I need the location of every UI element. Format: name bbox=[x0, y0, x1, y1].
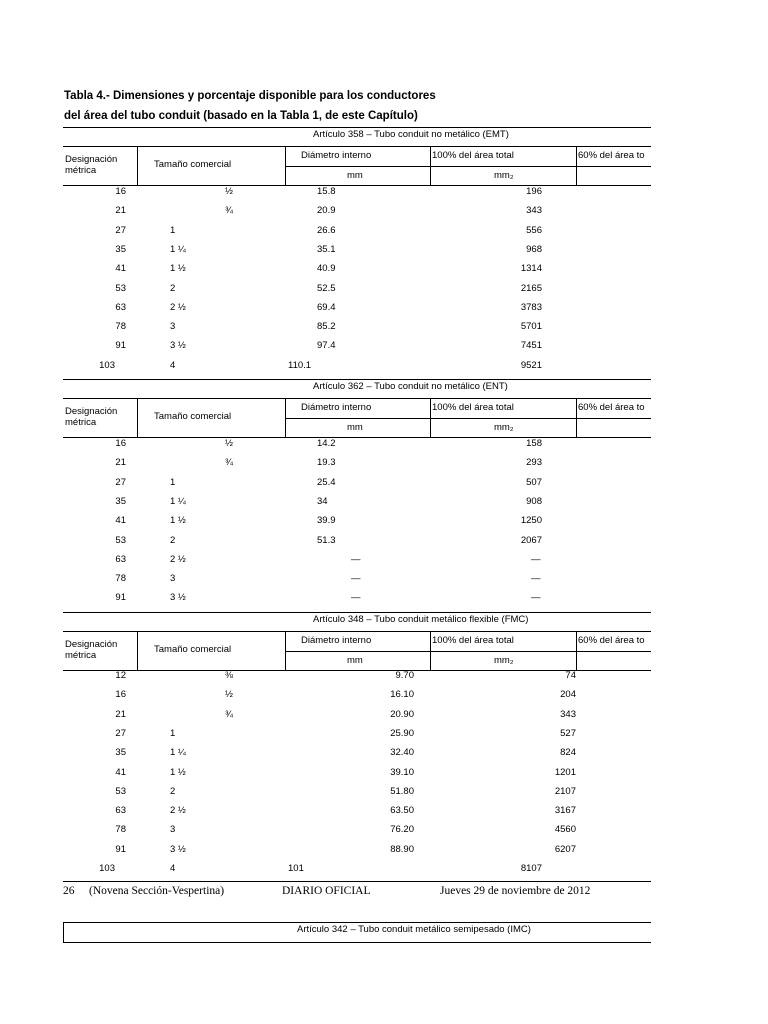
header-divider bbox=[430, 146, 431, 185]
cell-diametro: — bbox=[351, 573, 361, 585]
header-top-rule bbox=[63, 631, 651, 632]
cell-diametro: 52.5 bbox=[317, 282, 336, 294]
header-mid-rule bbox=[285, 166, 651, 167]
cell-area: — bbox=[531, 592, 541, 604]
next-table-caption: Artículo 342 – Tubo conduit metálico semipesado (IMC) bbox=[297, 924, 531, 935]
next-table-left-rule bbox=[63, 922, 64, 943]
cell-tamano: ¾ bbox=[225, 708, 233, 720]
cell-area: 4560 bbox=[554, 824, 576, 836]
cell-diametro: 35.1 bbox=[317, 243, 336, 255]
section-caption: Artículo 362 – Tubo conduit no metálico (ENT) bbox=[313, 381, 508, 392]
cell-designacion: 21 bbox=[115, 205, 126, 217]
cell-designacion: 53 bbox=[115, 785, 126, 797]
cell-area: 343 bbox=[526, 205, 542, 217]
cell-designacion: 41 bbox=[115, 515, 126, 527]
cell-area: 507 bbox=[526, 476, 542, 488]
cell-area: 204 bbox=[560, 689, 576, 701]
cell-tamano: 2 ½ bbox=[170, 301, 186, 313]
cell-diametro: 25.90 bbox=[390, 727, 414, 739]
section-top-rule bbox=[63, 612, 651, 613]
cell-tamano: 3 ½ bbox=[170, 340, 186, 352]
cell-designacion: 63 bbox=[115, 553, 126, 565]
cell-diametro: 19.3 bbox=[317, 457, 336, 469]
cell-area: — bbox=[531, 553, 541, 565]
cell-designacion: 103 bbox=[99, 359, 115, 371]
cell-diametro: 16.10 bbox=[390, 689, 414, 701]
footer-date: Jueves 29 de noviembre de 2012 bbox=[440, 885, 591, 897]
cell-area: 343 bbox=[560, 708, 576, 720]
header-divider bbox=[576, 398, 577, 437]
header-divider bbox=[430, 398, 431, 437]
cell-tamano: 3 bbox=[170, 573, 176, 585]
cell-tamano: 1 ¼ bbox=[170, 747, 186, 759]
cell-diametro: 20.9 bbox=[317, 205, 336, 217]
cell-diametro: 51.3 bbox=[317, 534, 336, 546]
cell-tamano: 1 bbox=[170, 224, 176, 236]
cell-tamano: ½ bbox=[225, 186, 233, 197]
cell-designacion: 91 bbox=[115, 340, 126, 352]
cell-designacion: 21 bbox=[115, 457, 126, 469]
header-bottom-rule bbox=[63, 185, 651, 186]
header-unit-mm: mm bbox=[347, 170, 363, 181]
section-caption: Artículo 358 – Tubo conduit no metálico (EMT) bbox=[313, 129, 509, 140]
header-divider bbox=[137, 398, 138, 437]
cell-area: 158 bbox=[526, 438, 542, 449]
cell-diametro: — bbox=[351, 553, 361, 565]
cell-tamano: 1 ½ bbox=[170, 263, 186, 275]
cell-designacion: 63 bbox=[115, 805, 126, 817]
header-tamano-comercial: Tamaño comercial bbox=[154, 159, 232, 170]
header-designacion: Designación bbox=[65, 639, 118, 650]
cell-tamano: ¾ bbox=[225, 457, 233, 469]
cell-area: 6207 bbox=[554, 843, 576, 855]
cell-diametro: 85.2 bbox=[317, 321, 336, 333]
cell-designacion: 35 bbox=[115, 243, 126, 255]
cell-designacion: 16 bbox=[115, 438, 126, 449]
cell-diametro: 40.9 bbox=[317, 263, 336, 275]
cell-designacion: 78 bbox=[115, 573, 126, 585]
cell-area: 968 bbox=[526, 243, 542, 255]
cell-area: 74 bbox=[565, 670, 576, 681]
cell-diametro: 101 bbox=[288, 863, 304, 874]
cell-tamano: 2 bbox=[170, 534, 176, 546]
cell-tamano: 3 bbox=[170, 824, 176, 836]
cell-area: 9521 bbox=[520, 359, 542, 371]
header-designacion: Designación bbox=[65, 154, 118, 165]
header-top-rule bbox=[63, 146, 651, 147]
header-diametro-interno: Diámetro interno bbox=[301, 402, 372, 413]
cell-area: 3783 bbox=[520, 301, 542, 313]
cell-designacion: 78 bbox=[115, 321, 126, 333]
header-diametro-interno: Diámetro interno bbox=[301, 635, 372, 646]
header-mid-rule bbox=[285, 418, 651, 419]
footer-section: (Novena Sección-Vespertina) bbox=[89, 885, 225, 897]
cell-designacion: 16 bbox=[115, 689, 126, 701]
header-divider bbox=[430, 631, 431, 670]
cell-designacion: 27 bbox=[115, 224, 126, 236]
cell-diametro: 110.1 bbox=[288, 359, 312, 371]
cell-diametro: 97.4 bbox=[317, 340, 336, 352]
footer-page-number: 26 bbox=[63, 885, 75, 897]
cell-diametro: 26.6 bbox=[317, 224, 336, 236]
header-tamano-comercial: Tamaño comercial bbox=[154, 644, 232, 655]
next-table-top-rule bbox=[63, 922, 651, 923]
header-bottom-rule bbox=[63, 437, 651, 438]
cell-designacion: 103 bbox=[99, 863, 115, 874]
cell-designacion: 63 bbox=[115, 301, 126, 313]
cell-area: 908 bbox=[526, 495, 542, 507]
header-mid-rule bbox=[285, 651, 651, 652]
cell-designacion: 91 bbox=[115, 843, 126, 855]
header-designacion: Designación bbox=[65, 406, 118, 417]
cell-tamano: 2 bbox=[170, 282, 176, 294]
section-top-rule bbox=[63, 127, 651, 128]
cell-designacion: 27 bbox=[115, 727, 126, 739]
cell-diametro: 34 bbox=[317, 495, 328, 507]
header-unit-mm2: mm₂ bbox=[494, 170, 514, 181]
cell-area: 5701 bbox=[520, 321, 542, 333]
cell-tamano: ½ bbox=[225, 438, 233, 449]
cell-area: 1201 bbox=[554, 766, 576, 778]
header-unit-mm2: mm₂ bbox=[494, 655, 514, 666]
cell-diametro: 14.2 bbox=[317, 438, 336, 449]
cell-tamano: 1 ¼ bbox=[170, 243, 186, 255]
cell-diametro: 32.40 bbox=[390, 747, 414, 759]
cell-designacion: 27 bbox=[115, 476, 126, 488]
cell-tamano: 1 ½ bbox=[170, 515, 186, 527]
cell-area: 1314 bbox=[520, 263, 542, 275]
cell-designacion: 21 bbox=[115, 708, 126, 720]
cell-designacion: 78 bbox=[115, 824, 126, 836]
cell-designacion: 41 bbox=[115, 766, 126, 778]
header-divider bbox=[285, 631, 286, 670]
cell-area: 556 bbox=[526, 224, 542, 236]
cell-diametro: 39.10 bbox=[390, 766, 414, 778]
cell-area: 2165 bbox=[520, 282, 542, 294]
cell-designacion: 16 bbox=[115, 186, 126, 197]
cell-diametro: 88.90 bbox=[390, 843, 414, 855]
cell-tamano: 3 ½ bbox=[170, 843, 186, 855]
cell-diametro: 63.50 bbox=[390, 805, 414, 817]
header-top-rule bbox=[63, 398, 651, 399]
cell-diametro: 15.8 bbox=[317, 186, 336, 197]
header-divider bbox=[285, 146, 286, 185]
cell-diametro: 25.4 bbox=[317, 476, 336, 488]
cell-designacion: 53 bbox=[115, 282, 126, 294]
header-divider bbox=[576, 631, 577, 670]
section-bottom-rule bbox=[63, 881, 651, 882]
header-area-100: 100% del área total bbox=[432, 150, 514, 161]
cell-diametro: — bbox=[351, 592, 361, 604]
cell-area: 196 bbox=[526, 186, 542, 197]
cell-area: 1250 bbox=[520, 515, 542, 527]
header-divider bbox=[576, 146, 577, 185]
cell-area: 7451 bbox=[520, 340, 542, 352]
footer-newspaper: DIARIO OFICIAL bbox=[282, 885, 371, 897]
header-metrica: métrica bbox=[65, 650, 97, 661]
cell-tamano: ¾ bbox=[225, 205, 233, 217]
header-bottom-rule bbox=[63, 670, 651, 671]
cell-area: 2067 bbox=[520, 534, 542, 546]
cell-tamano: 1 ½ bbox=[170, 766, 186, 778]
cell-area: 824 bbox=[560, 747, 576, 759]
table-title-line-1: Tabla 4.- Dimensiones y porcentaje disponible para los conductores bbox=[64, 90, 436, 102]
cell-tamano: 1 bbox=[170, 727, 176, 739]
cell-tamano: 2 ½ bbox=[170, 553, 186, 565]
header-area-60: 60% del área to bbox=[578, 150, 645, 161]
cell-diametro: 69.4 bbox=[317, 301, 336, 313]
header-divider bbox=[137, 146, 138, 185]
header-metrica: métrica bbox=[65, 417, 97, 428]
cell-tamano: 4 bbox=[170, 863, 176, 874]
cell-tamano: 1 ¼ bbox=[170, 495, 186, 507]
header-diametro-interno: Diámetro interno bbox=[301, 150, 372, 161]
header-area-100: 100% del área total bbox=[432, 402, 514, 413]
cell-area: — bbox=[531, 573, 541, 585]
cell-tamano: ½ bbox=[225, 689, 233, 701]
cell-tamano: 2 ½ bbox=[170, 805, 186, 817]
cell-designacion: 35 bbox=[115, 747, 126, 759]
header-divider bbox=[137, 631, 138, 670]
header-tamano-comercial: Tamaño comercial bbox=[154, 411, 232, 422]
header-area-60: 60% del área to bbox=[578, 635, 645, 646]
header-unit-mm: mm bbox=[347, 655, 363, 666]
cell-area: 3167 bbox=[554, 805, 576, 817]
cell-tamano: 2 bbox=[170, 785, 176, 797]
section-top-rule bbox=[63, 379, 651, 380]
cell-tamano: ⅜ bbox=[225, 670, 233, 681]
cell-area: 527 bbox=[560, 727, 576, 739]
cell-tamano: 1 bbox=[170, 476, 176, 488]
next-table-bottom-rule bbox=[63, 942, 651, 943]
header-metrica: métrica bbox=[65, 165, 97, 176]
cell-designacion: 12 bbox=[115, 670, 126, 681]
cell-tamano: 3 bbox=[170, 321, 176, 333]
cell-area: 293 bbox=[526, 457, 542, 469]
cell-designacion: 35 bbox=[115, 495, 126, 507]
cell-designacion: 41 bbox=[115, 263, 126, 275]
cell-designacion: 53 bbox=[115, 534, 126, 546]
header-divider bbox=[285, 398, 286, 437]
header-unit-mm2: mm₂ bbox=[494, 422, 514, 433]
cell-diametro: 39.9 bbox=[317, 515, 336, 527]
cell-tamano: 4 bbox=[170, 359, 176, 371]
cell-area: 8107 bbox=[520, 863, 542, 874]
cell-diametro: 20.90 bbox=[390, 708, 414, 720]
cell-diametro: 51.80 bbox=[390, 785, 414, 797]
table-title-line-2: del área del tubo conduit (basado en la Tabla 1, de este Capítulo) bbox=[64, 110, 418, 122]
cell-tamano: 3 ½ bbox=[170, 592, 186, 604]
header-area-100: 100% del área total bbox=[432, 635, 514, 646]
header-unit-mm: mm bbox=[347, 422, 363, 433]
section-caption: Artículo 348 – Tubo conduit metálico flexible (FMC) bbox=[313, 614, 529, 625]
cell-diametro: 76.20 bbox=[390, 824, 414, 836]
cell-designacion: 91 bbox=[115, 592, 126, 604]
cell-diametro: 9.70 bbox=[395, 670, 414, 681]
header-area-60: 60% del área to bbox=[578, 402, 645, 413]
cell-area: 2107 bbox=[554, 785, 576, 797]
